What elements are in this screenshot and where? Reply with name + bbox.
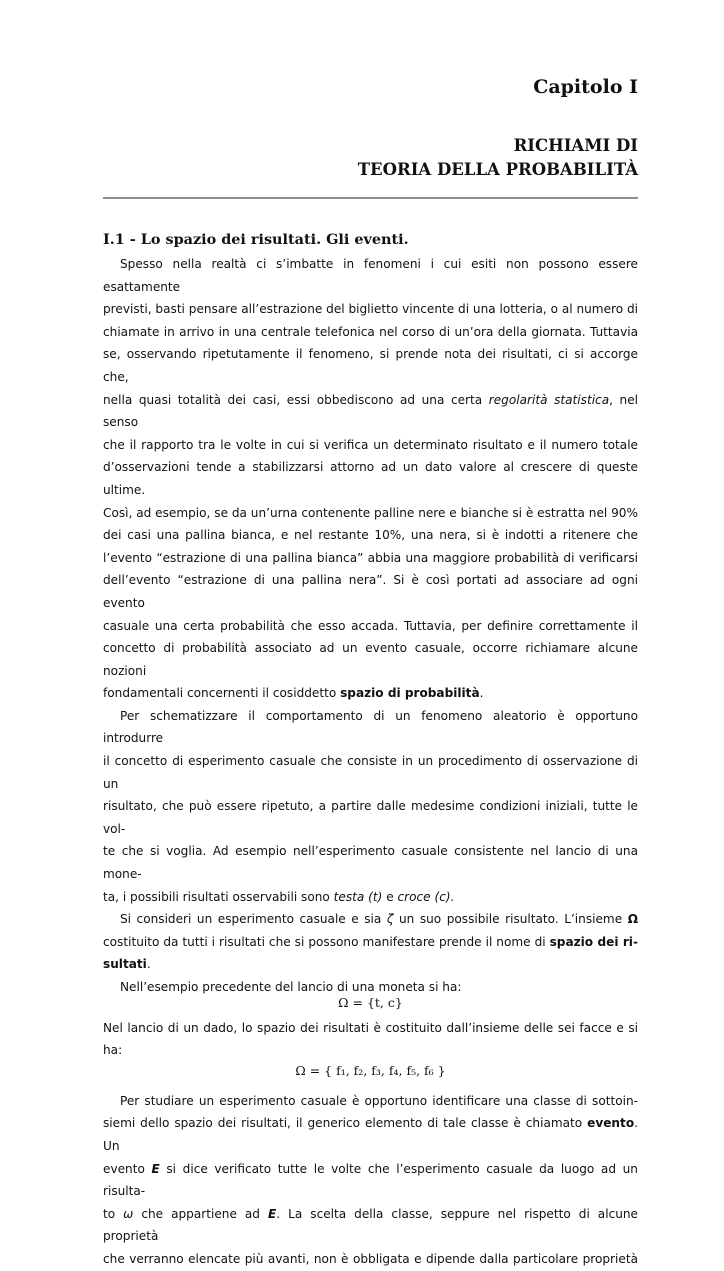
paragraph-line: dei casi una pallina bianca, e nel restante 10%, una nera, si è indotti a ritenere che bbox=[103, 528, 638, 543]
bold-term: evento bbox=[587, 1116, 635, 1131]
paragraph-line: chiamate in arrivo in una centrale telefonica nel corso di un’ora della giornata. Tuttavia bbox=[103, 324, 638, 339]
paragraph-line: Spesso nella realtà ci s’imbatte in fenomeni i cui esiti non possono essere esattamente bbox=[103, 257, 638, 294]
paragraph-line: ha: bbox=[103, 1043, 123, 1058]
paragraph-line: d’osservazioni tende a stabilizzarsi attorno ad un dato valore al crescere di queste ultime. bbox=[103, 460, 638, 497]
paragraph-line: l’evento “estrazione di una pallina bianca” abbia una maggiore probabilità di verificarsi bbox=[103, 550, 638, 565]
paragraph-line: che verranno elencate più avanti, non è obbligata e dipende dalla particolare proprietà bbox=[103, 1251, 638, 1266]
chapter-title-line-2: TEORIA DELLA PROBABILITÀ bbox=[357, 160, 638, 179]
paragraph-line: evento E si dice verificato tutte le volte che l’esperimento casuale da luogo ad un risulta- bbox=[103, 1161, 638, 1199]
paragraph-line: concetto di probabilità associato ad un evento casuale, occorre richiamare alcune nozioni bbox=[103, 641, 638, 678]
formula-coin: Ω = {t, c} bbox=[338, 994, 403, 1010]
paragraph-line: fondamentali concernenti il cosiddetto spazio di probabilità. bbox=[103, 686, 484, 701]
paragraph-line: risultato, che può essere ripetuto, a partire dalle medesime condizioni iniziali, tutte le vol- bbox=[103, 799, 638, 836]
paragraph-line: Si consideri un esperimento casuale e sia ζ un suo possibile risultato. L’insieme Ω bbox=[120, 912, 638, 927]
section-heading: I.1 - Lo spazio dei risultati. Gli eventi. bbox=[103, 231, 409, 248]
italic-term: regolarità statistica bbox=[488, 392, 610, 407]
paragraph-line: te che si voglia. Ad esempio nell’esperimento casuale consistente nel lancio di una mone- bbox=[103, 844, 638, 882]
chapter-label: Capitolo I bbox=[533, 76, 638, 98]
body-text bbox=[103, 253, 638, 1271]
paragraph-line: Per studiare un esperimento casuale è opportuno identificare una classe di sottoin- bbox=[120, 1093, 638, 1108]
paragraph-line: dell’evento “estrazione di una pallina nera”. Si è così portati ad associare ad ogni evento bbox=[103, 573, 638, 610]
chapter-title-line-1: RICHIAMI DI bbox=[513, 136, 638, 155]
paragraph-line: Nell’esempio precedente del lancio di una moneta si ha: bbox=[120, 980, 462, 994]
bold-term: spazio di probabilità bbox=[340, 686, 480, 701]
paragraph-line: ta, i possibili risultati osservabili sono testa (t) e croce (c). bbox=[103, 889, 455, 904]
paragraph-line: previsti, basti pensare all’estrazione del biglietto vincente di una lotteria, o al numero di bbox=[103, 302, 639, 317]
paragraph-line: che il rapporto tra le volte in cui si verifica un determinato risultato e il numero totale bbox=[103, 437, 638, 452]
paragraph-line: il concetto di esperimento casuale che consiste in un procedimento di osservazione di un bbox=[103, 754, 638, 791]
formula-dice: Ω = { f₁, f₂, f₃, f₄, f₅, f₆ } bbox=[295, 1062, 446, 1078]
paragraph-line: nella quasi totalità dei casi, essi obbediscono ad una certa regolarità statistica, nel senso bbox=[103, 392, 638, 430]
paragraph-line: casuale una certa probabilità che esso accada. Tuttavia, per definire correttamente il bbox=[103, 618, 638, 633]
paragraph-line: to ω che appartiene ad E. La scelta della classe, seppure nel rispetto di alcune proprietà bbox=[103, 1206, 638, 1244]
paragraph-line: Nel lancio di un dado, lo spazio dei risultati è costituito dall’insieme delle sei facce e si bbox=[103, 1020, 638, 1035]
paragraph-line: siemi dello spazio dei risultati, il generico elemento di tale classe è chiamato evento. Un bbox=[103, 1116, 638, 1153]
title-divider bbox=[103, 197, 638, 199]
bold-term: spazio dei ri- bbox=[549, 934, 638, 949]
paragraph-line: Per schematizzare il comportamento di un fenomeno aleatorio è opportuno introdurre bbox=[103, 708, 638, 746]
paragraph-line: Così, ad esempio, se da un’urna contenente palline nere e bianche si è estratta nel 90% bbox=[103, 505, 638, 520]
paragraph-line: se, osservando ripetutamente il fenomeno, si prende nota dei risultati, ci si accorge che, bbox=[103, 347, 638, 384]
paragraph-line: costituito da tutti i risultati che si possono manifestare prende il nome di spazio dei ri- bbox=[103, 934, 638, 949]
paragraph-line: sultati. bbox=[103, 957, 151, 972]
